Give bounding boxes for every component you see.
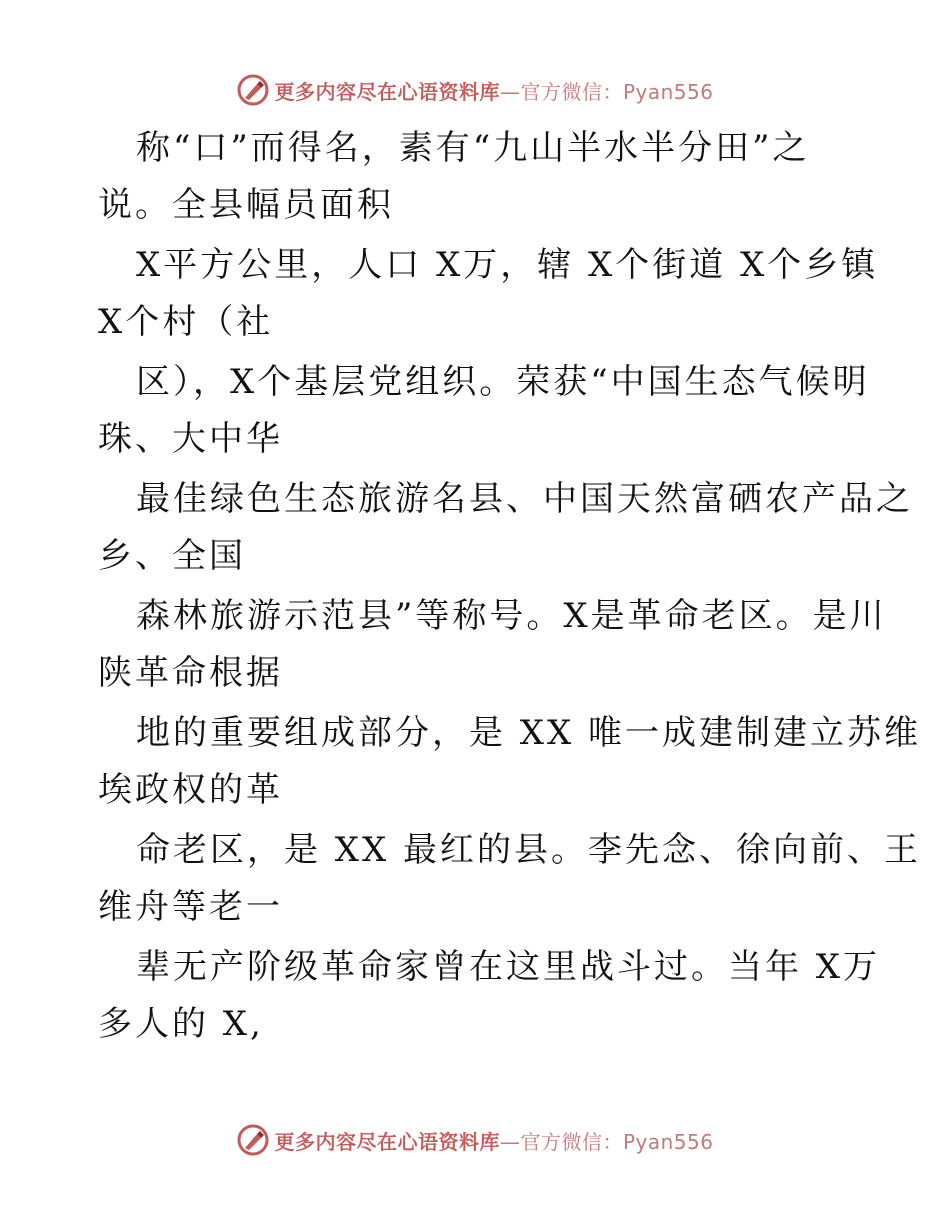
pen-logo-icon bbox=[236, 73, 270, 107]
header-watermark bbox=[0, 70, 950, 110]
header-brand: 更多内容尽在心语资料库 bbox=[274, 79, 500, 104]
header-watermark-text bbox=[274, 76, 713, 105]
body-line: 最佳绿色生态旅游名县、中国天然富硒农产品之 bbox=[136, 479, 913, 519]
body-line: 维舟等老一 bbox=[98, 887, 283, 927]
footer-separator: — bbox=[499, 1129, 521, 1154]
footer-watermark-text bbox=[274, 1126, 713, 1155]
header-separator: — bbox=[499, 79, 521, 104]
footer-contact: 官方微信：Pyan556 bbox=[520, 1129, 714, 1154]
footer-brand: 更多内容尽在心语资料库 bbox=[274, 1129, 500, 1154]
body-line: 森林旅游示范县”等称号。X是革命老区。是川 bbox=[136, 596, 887, 636]
body-line: 陕革命根据 bbox=[98, 653, 283, 693]
body-line: 多人的 X, bbox=[98, 1004, 264, 1044]
body-line: 称“口”而得名，素有“九山半水半分田”之 bbox=[136, 128, 810, 168]
body-line: X平方公里，人口 X万，辖 X个街道 X个乡镇 bbox=[136, 245, 879, 285]
body-line: X个村（社 bbox=[98, 302, 274, 342]
body-line: 辈无产阶级革命家曾在这里战斗过。当年 X万 bbox=[136, 947, 881, 987]
body-line: 命老区，是 XX 最红的县。李先念、徐向前、王 bbox=[136, 830, 922, 870]
body-line: 说。全县幅员面积 bbox=[98, 185, 394, 225]
body-line: 珠、大中华 bbox=[98, 419, 283, 459]
footer-watermark bbox=[0, 1120, 950, 1160]
pen-logo-icon bbox=[236, 1123, 270, 1157]
body-line: 乡、全国 bbox=[98, 536, 246, 576]
body-line: 区），X个基层党组织。荣获“中国生态气候明 bbox=[136, 362, 870, 402]
body-line: 地的重要组成部分，是 XX 唯一成建制建立苏维 bbox=[136, 713, 922, 753]
body-line: 埃政权的革 bbox=[98, 770, 283, 810]
header-contact: 官方微信：Pyan556 bbox=[520, 79, 714, 104]
